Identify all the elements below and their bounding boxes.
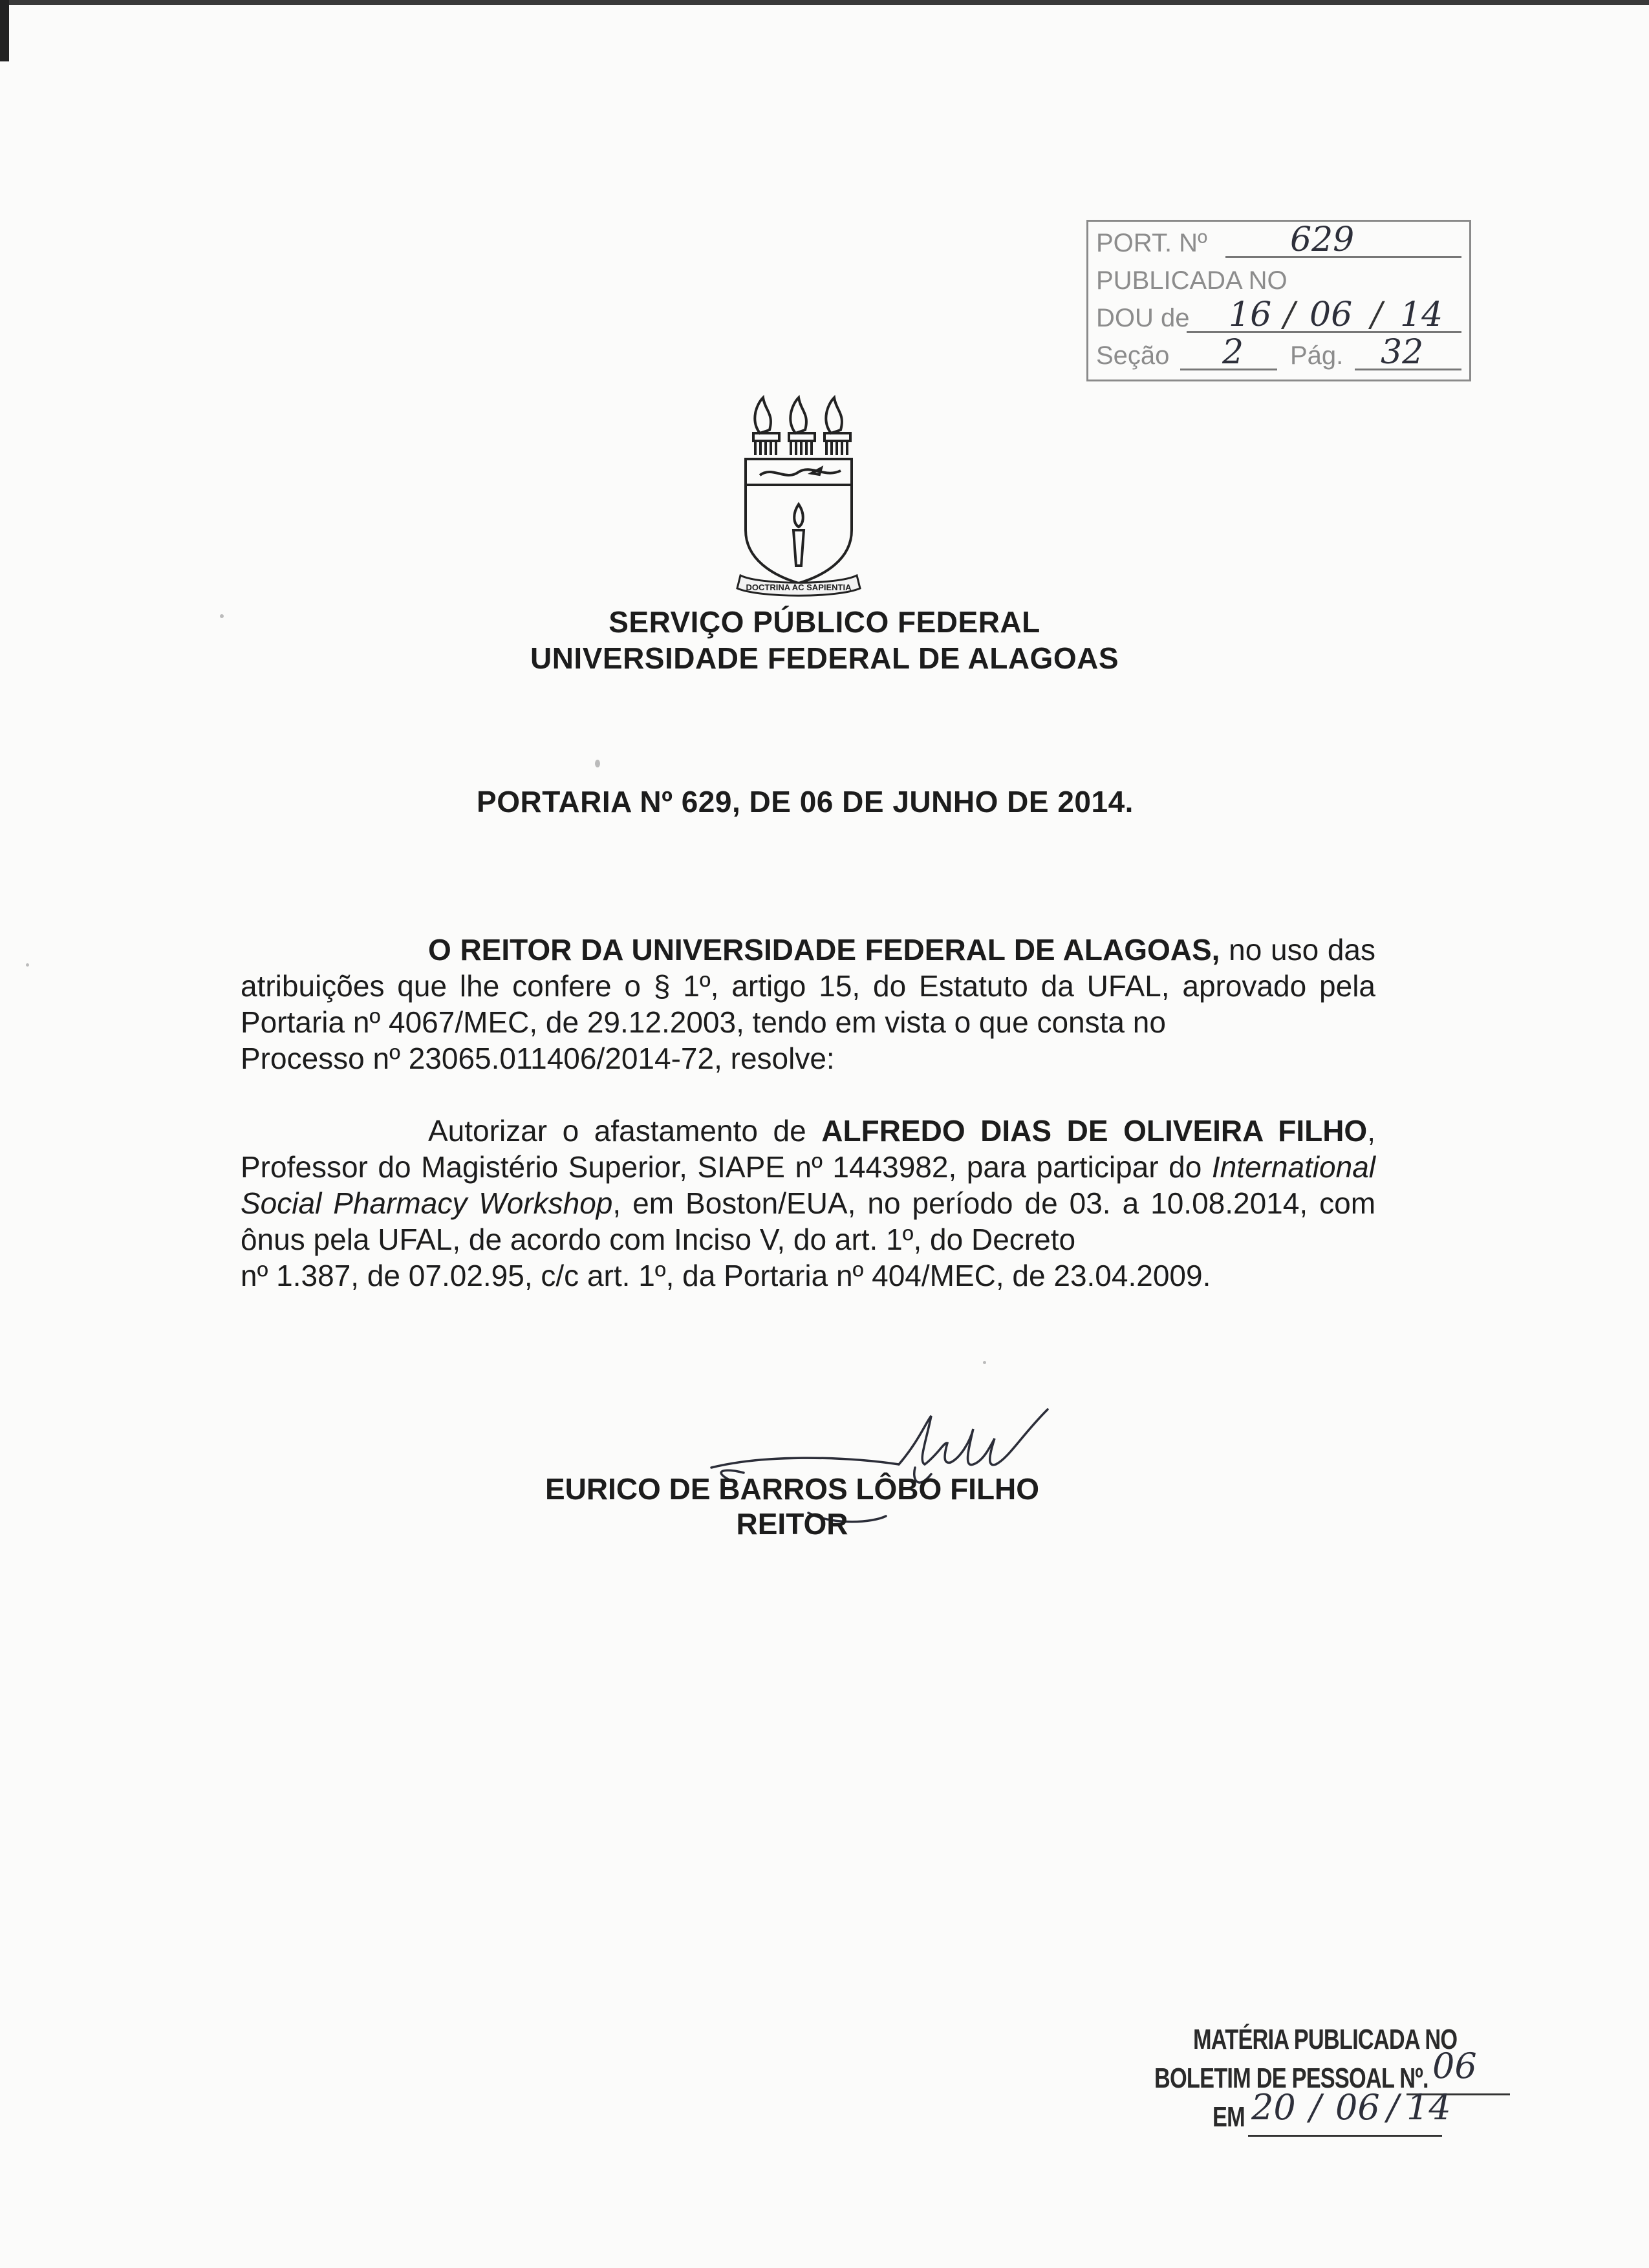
paragraph-1 — [241, 932, 1375, 1040]
portaria-title: PORTARIA Nº 629, DE 06 DE JUNHO DE 2014. — [477, 785, 1134, 818]
scan-left-mark — [0, 0, 9, 61]
bulletin-stamp-month: 06 — [1335, 2087, 1380, 2128]
bulletin-stamp-line2: BOLETIM DE PESSOAL Nº. — [1154, 2062, 1428, 2094]
bulletin-stamp-line1: MATÉRIA PUBLICADA NO — [1193, 2024, 1458, 2055]
professor-name: ALFREDO DIAS DE OLIVEIRA FILHO — [821, 1114, 1368, 1148]
stamp-pag-value: 32 — [1381, 333, 1424, 372]
scan-speck — [220, 614, 224, 618]
stamp-publicada-label: PUBLICADA NO — [1096, 266, 1288, 295]
header-line2: UNIVERSIDADE FEDERAL DE ALAGOAS — [530, 641, 1119, 675]
paragraph-2-body-b: , em Boston/EUA, no período de 03. a 10.08.2014, com ônus pela UFAL, de acordo com Inciso V, do art. 1º, do Decreto — [241, 1186, 1376, 1256]
event-name: International Social Pharmacy Workshop — [241, 1150, 1375, 1220]
paragraph-2 — [241, 1113, 1375, 1257]
crest-motto: DOCTRINA AC SAPIENTIA — [746, 583, 852, 592]
bulletin-stamp-day: 20 — [1251, 2087, 1296, 2128]
paragraph-1-last-line: Processo nº 23065.011406/2014-72, resolve: — [241, 1042, 835, 1075]
stamp-pag-label: Pág. — [1290, 341, 1344, 370]
scan-speck — [26, 963, 29, 967]
paragraph-2-body-a: , Professor do Magistério Superior, SIAPE nº 1443982, para participar do — [241, 1114, 1375, 1184]
stamp-secao-value: 2 — [1222, 333, 1244, 372]
stamp-secao-label: Seção — [1096, 341, 1170, 370]
stamp-port-label: PORT. Nº — [1096, 229, 1207, 257]
publication-stamp: PORT. Nº 629 PUBLICADA NO DOU de 16 / 06 / 14 Seção 2 Pág. 32 — [1086, 220, 1471, 381]
stamp-dou-year: 14 — [1400, 295, 1443, 334]
stamp-dou-label: DOU de — [1096, 304, 1190, 332]
bulletin-stamp-line3: EM — [1212, 2101, 1245, 2133]
bulletin-stamp-year: 14 — [1406, 2087, 1451, 2128]
signatory-name: EURICO DE BARROS LÔBO FILHO — [544, 1472, 1040, 1506]
stamp-dou-day: 16 — [1229, 295, 1272, 334]
paragraph-2-last-line: nº 1.387, de 07.02.95, c/c art. 1º, da Portaria nº 404/MEC, de 23.04.2009. — [241, 1259, 1211, 1292]
university-crest-icon — [734, 394, 863, 601]
bulletin-stamp-number: 06 — [1432, 2046, 1477, 2086]
stamp-dou-month: 06 — [1310, 295, 1353, 334]
bulletin-stamp: MATÉRIA PUBLICADA NO BOLETIM DE PESSOAL Nº. 06 EM 20 / 06 / 14 — [1148, 2017, 1523, 2159]
paragraph-2-intro: Autorizar o afastamento de — [428, 1114, 822, 1148]
scan-speck — [595, 760, 600, 767]
scan-top-edge — [0, 0, 1649, 5]
signatory-title: REITOR — [736, 1507, 848, 1541]
scan-speck — [983, 1361, 986, 1364]
paragraph-1-lead: O REITOR DA UNIVERSIDADE FEDERAL DE ALAGOAS, — [428, 933, 1220, 967]
stamp-port-value: 629 — [1290, 220, 1355, 259]
header-line1: SERVIÇO PÚBLICO FEDERAL — [609, 605, 1040, 639]
paragraph-1-body: no uso das atribuições que lhe confere o § 1º, artigo 15, do Estatuto da UFAL, aprovado pela Portaria nº 4067/MEC, de 29.12.2003, tendo em vista o que consta no — [241, 933, 1375, 1039]
